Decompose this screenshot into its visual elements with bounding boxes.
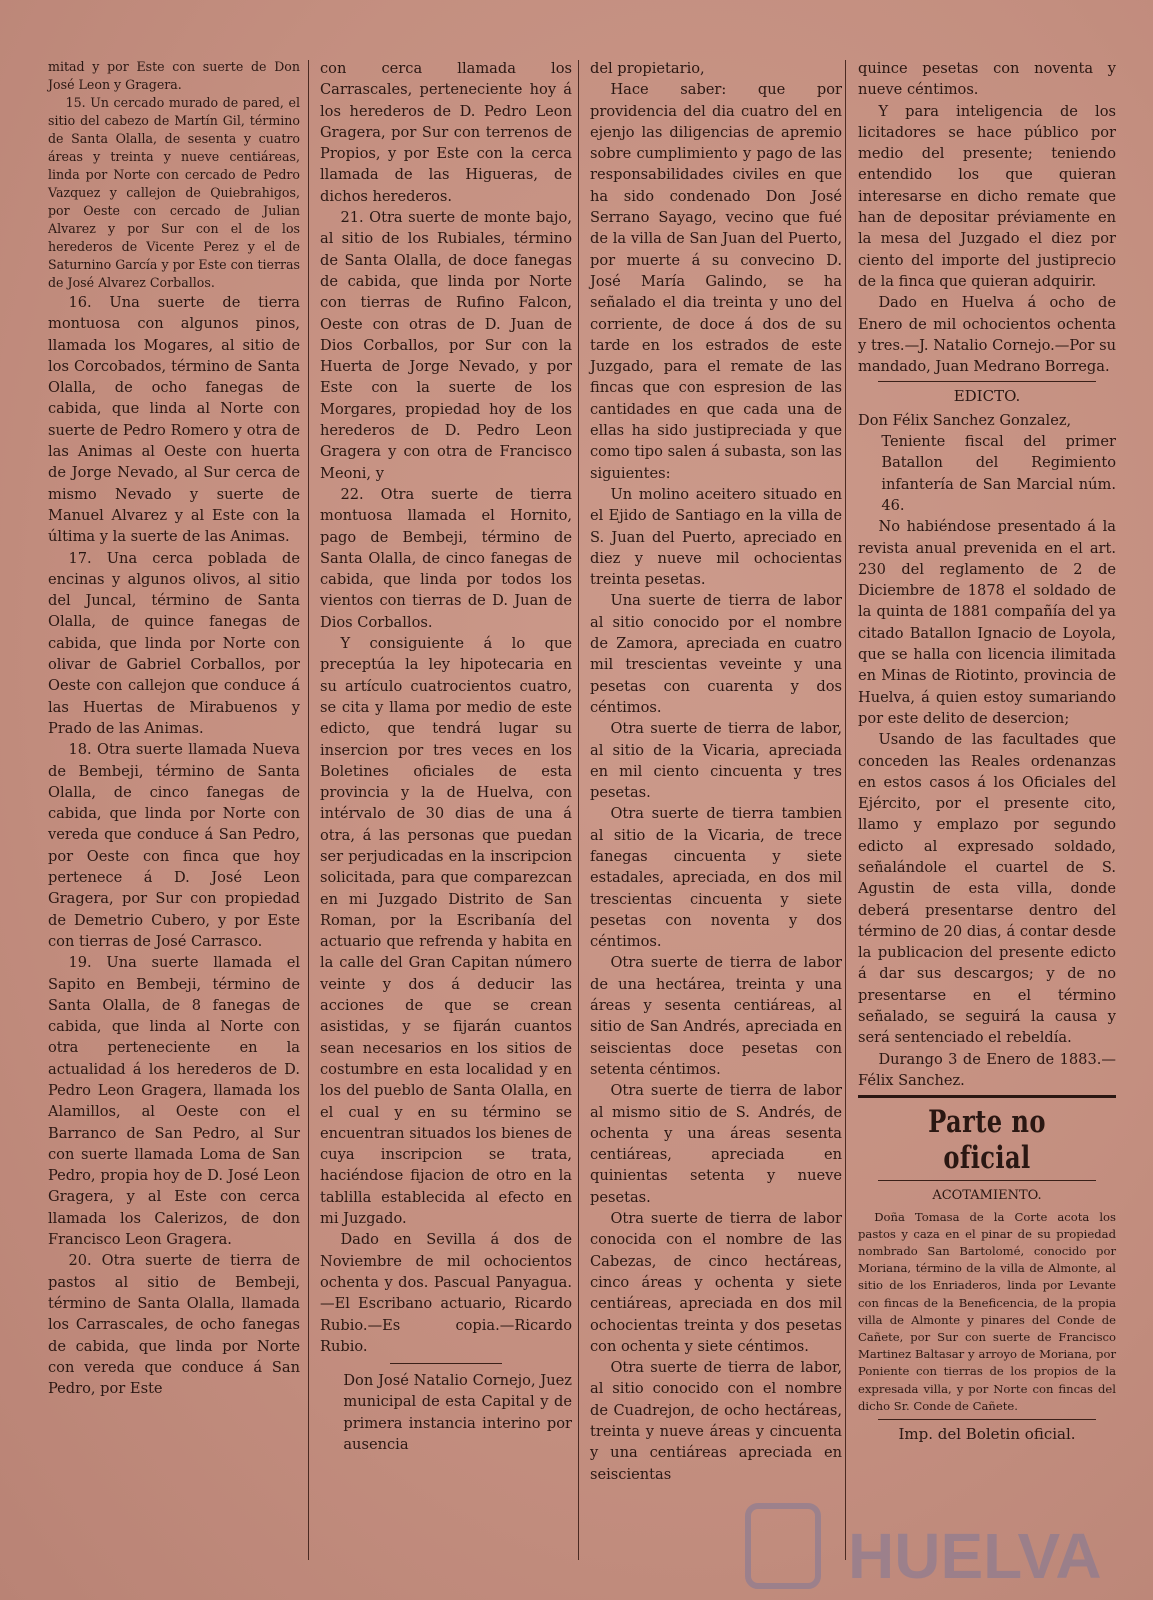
paragraph: 16. Una suerte de tierra montuosa con algunos pinos, llamada los Mogares, al sitio de los Corcobados, término de Santa Olalla, de ocho fanegas de cabida, que linda al Norte con suerte de Pedro Romero y otra de las Animas al Oeste con huerta de Jorge Nevado, al Sur cerca de mismo Nevado y suerte de Manuel Alvarez y al Este con la última y la suerte de las Animas. [48, 294, 300, 546]
paragraph: 21. Otra suerte de monte bajo, al sitio de los Rubiales, término de Santa Olalla, de doce fanegas de cabida, que linda por Norte con tierras de Rufino Falcon, Oeste con otras de D. Juan de Dios Corballos, por Sur con la Huerta de Jorge Nevado, y por Este con la suerte de los Morgares, propiedad hoy de los herederos de D. Pedro Leon Gragera y con otra de Francisco Meoni, y [320, 209, 572, 482]
paragraph: 18. Otra suerte llamada Nueva de Bembeji, término de Santa Olalla, de cinco fanegas de cabida, que linda por Norte con vereda que conduce á San Pedro, por Oeste con finca que hoy pertenece á D. José Leon Gragera, por Sur con propiedad de Demetrio Cubero, y por Este con tierras de José Carrasco. [48, 741, 300, 950]
column-rule [845, 60, 846, 1560]
paragraph: Usando de las facultades que conceden las Reales ordenanzas en estos casos á los Oficiales del Ejército, por el presente cito, llamo y emplazo por segundo edicto al expresado soldado, señalándole el cuartel de S. Agustin de esta villa, donde deberá presentarse dentro del término de 20 dias, á contar desde la publicacion del presente edicto á dar sus descargos; y de no presentarse en el término señalado, se seguirá la causa y será sentenciado el rebeldía. [858, 731, 1116, 1047]
column-rule [308, 60, 309, 1560]
paragraph: Dado en Huelva á ocho de Enero de mil ochocientos ochenta y tres.—J. Natalio Cornejo.—Por su mandado, Juan Medrano Borrega. [858, 294, 1116, 376]
paragraph: Durango 3 de Enero de 1883.—Félix Sanchez. [858, 1050, 1116, 1089]
paragraph: Otra suerte de tierra de labor de una hectárea, treinta y una áreas y sesenta centiáreas, al sitio de San Andrés, apreciada en seiscientas doce pesetas con setenta céntimos. [590, 954, 842, 1078]
section-heading: Parte no oficial [928, 1104, 1046, 1177]
separator [878, 381, 1096, 382]
edicto-signer-role: Teniente fiscal del primer Batallon del Regimiento infantería de San Marcial núm. 46. [881, 433, 1116, 514]
paragraph: Otra suerte de tierra de labor conocida con el nombre de las Cabezas, de cinco hectáreas, cinco áreas y ochenta y siete centiáreas, apreciada en dos mil ochocientas treinta y dos pesetas con ochenta y siete céntimos. [590, 1210, 842, 1355]
paragraph: 17. Una cerca poblada de encinas y algunos olivos, al sitio del Juncal, término de Santa Olalla, de quince fanegas de cabida, que linda por Norte con olivar de Gabriel Corballos, por Oeste con callejon que conduce á las Huertas de Mirabuenos y Prado de las Animas. [48, 549, 300, 737]
paragraph: 19. Una suerte llamada el Sapito en Bembeji, término de Santa Olalla, de 8 fanegas de cabida, que linda al Norte con otra perteneciente en la actualidad á los herederos de D. Pedro Leon Gragera, llamada los Alamillos, al Oeste con el Barranco de San Pedro, al Sur con suerte llamada Loma de San Pedro, propia hoy de D. José Leon Gragera, y al Este con cerca llamada los Calerizos, de don Francisco Leon Gragera. [48, 954, 300, 1249]
paragraph: Una suerte de tierra de labor al sitio conocido por el nombre de Zamora, apreciada en cuatro mil trescientas veveinte y una pesetas con cuarenta y dos céntimos. [590, 592, 842, 716]
paragraph: Doña Tomasa de la Corte acota los pastos y caza en el pinar de su propiedad nombrado San Bartolomé, conocido por Moriana, término de la villa de Almonte, al sitio de los Enriaderos, linda por Levante con fincas de la Beneficencia, de la propia villa de Almonte y pinares del Conde de Cañete, por Sur con suerte de Francisco Martinez Baltasar y arroyo de Moriana, por Poniente con tierras de los propios de la expresada villa, y por Norte con fincas del dicho Sr. Conde de Cañete. [858, 1209, 1116, 1413]
paragraph: 22. Otra suerte de tierra montuosa llamada el Hornito, pago de Bembeji, término de Santa Olalla, de cinco fanegas de cabida, que linda por todos los vientos con tierras de D. Juan de Dios Corballos. [320, 485, 572, 631]
paragraph: del propietario, [590, 60, 705, 77]
paragraph: No habiéndose presentado á la revista anual prevenida en el art. 230 del reglamento de 2 de Diciembre de 1878 el soldado de la quinta de 1881 compañía del ya citado Batallon Ignacio de Loyola, que se halla con licencia ilimitada en Minas de Riotinto, provincia de Huelva, á quien estoy sumariando por este delito de desercion; [858, 518, 1116, 727]
column-rule [578, 60, 579, 1560]
paragraph: Otra suerte de tierra de labor al mismo sitio de S. Andrés, de ochenta y una áreas sesenta centiáreas, apreciada en quinientas setenta y nueve pesetas. [590, 1082, 842, 1206]
watermark-emblem [748, 1506, 818, 1586]
column-1 [48, 58, 300, 1399]
paragraph: Otra suerte de tierra de labor, al sitio de la Vicaria, apreciada en mil ciento cincuenta y tres pesetas. [590, 720, 842, 802]
paragraph: mitad y por Este con suerte de Don José Leon y Gragera. [48, 59, 300, 92]
separator [878, 1180, 1096, 1181]
watermark-text: HUELVA [848, 1520, 1102, 1592]
paragraph: Hace saber: que por providencia del dia cuatro del en ejenjo las diligencias de apremio sobre cumplimiento y pago de las responsabilidades civiles en que ha sido condenado Don José Serrano Sayago, vecino que fué de la villa de San Juan del Puerto, por muerte á su convecino D. José María Galindo, se ha señalado el dia treinta y uno del corriente, de doce á dos de su tarde en los estrados de este Juzgado, para el remate de las fincas que con espresion de las cantidades en que cada una de ellas ha sido justipreciada y que como tipo salen á subasta, son las siguientes: [590, 81, 842, 482]
column-3 [590, 58, 842, 1485]
edicto-heading: EDICTO. [953, 387, 1021, 406]
acotamiento-heading: ACOTAMIENTO. [932, 1188, 1042, 1204]
paragraph: Un molino aceitero situado en el Ejido de Santiago en la villa de S. Juan del Puerto, apreciado en diez y nueve mil ochocientas treinta pesetas. [590, 485, 842, 589]
imprint: Imp. del Boletin oficial. [898, 1424, 1076, 1443]
paragraph: Y consiguiente á lo que preceptúa la ley hipotecaria en su artículo cuatrocientos cuatro, se cita y llama por medio de este edicto, que tendrá lugar su insercion por tres veces en los Boletines oficiales de esta provincia y la de Huelva, con intérvalo de 30 dias de una á otra, á las personas que puedan ser perjudicadas en la inscripcion solicitada, para que comparezcan en mi Juzgado Distrito de San Roman, por la Escribanía del actuario que refrenda y habita en la calle del Gran Capitan número veinte y dos á deducir las acciones de que se crean asistidas, y se fijarán cuantos sean necesarios en los sitios de costumbre en esta localidad y en los del pueblo de Santa Olalla, en el cual y en su término se encuentran situados los bienes de cuya inscripcion se trata, haciéndose fijacion de otro en la tablilla establecida al efecto en mi Juzgado. [320, 635, 572, 1228]
paragraph: Dado en Sevilla á dos de Noviembre de mil ochocientos ochenta y dos. Pascual Panyagua.—El Escribano actuario, Ricardo Rubio.—Es copia.—Ricardo Rubio. [320, 1231, 572, 1355]
paragraph: 20. Otra suerte de tierra de pastos al sitio de Bembeji, término de Santa Olalla, llamada los Carrascales, de ocho fanegas de cabida, que linda por Norte con vereda que conduce á San Pedro, por Este [48, 1252, 300, 1398]
separator [878, 1419, 1096, 1420]
archive-watermark [738, 1486, 1138, 1596]
column-4 [858, 58, 1116, 1447]
paragraph: 15. Un cercado murado de pared, el sitio del cabezo de Martín Gil, término de Santa Olalla, de sesenta y cuatro áreas y treinta y nueve centiáreas, linda por Norte con cercado de Pedro Vazquez y callejon de Quiebrahigos, por Oeste con cercado de Julian Alvarez y por Sur con el de los herederos de Vicente Perez y el de Saturnino García y por Este con tierras de José Alvarez Corballos. [48, 95, 300, 290]
paragraph: quince pesetas con noventa y nueve céntimos. [858, 60, 1116, 99]
edicto-signer: Don Félix Sanchez Gonzalez, [858, 411, 1072, 429]
column-2 [320, 58, 572, 1455]
paragraph: Y para inteligencia de los licitadores se hace público por medio del presente; teniendo entendido los que quieran interesarse en dicho remate que han de depositar préviamente en la mesa del Juzgado el diez por ciento del importe del justiprecio de la finca que quieran adquirir. [858, 102, 1116, 290]
separator [858, 1095, 1116, 1098]
paragraph: Otra suerte de tierra tambien al sitio de la Vicaria, de trece fanegas cincuenta y siete estadales, apreciada, en dos mil trescientas cincuenta y siete pesetas con noventa y dos céntimos. [590, 805, 842, 951]
paragraph: con cerca llamada los Carrascales, perteneciente hoy á los herederos de D. Pedro Leon Gragera, por Sur con terrenos de Propios, y por Este con la cerca llamada de las Higueras, de dichos herederos. [320, 60, 572, 205]
paragraph: Don José Natalio Cornejo, Juez municipal de esta Capital y de primera instancia interino por ausencia [343, 1372, 572, 1453]
separator [390, 1363, 502, 1364]
paragraph: Otra suerte de tierra de labor, al sitio conocido con el nombre de Cuadrejon, de ocho hectáreas, treinta y nueve áreas y cincuenta y una centiáreas apreciada en seiscientas [590, 1359, 842, 1483]
